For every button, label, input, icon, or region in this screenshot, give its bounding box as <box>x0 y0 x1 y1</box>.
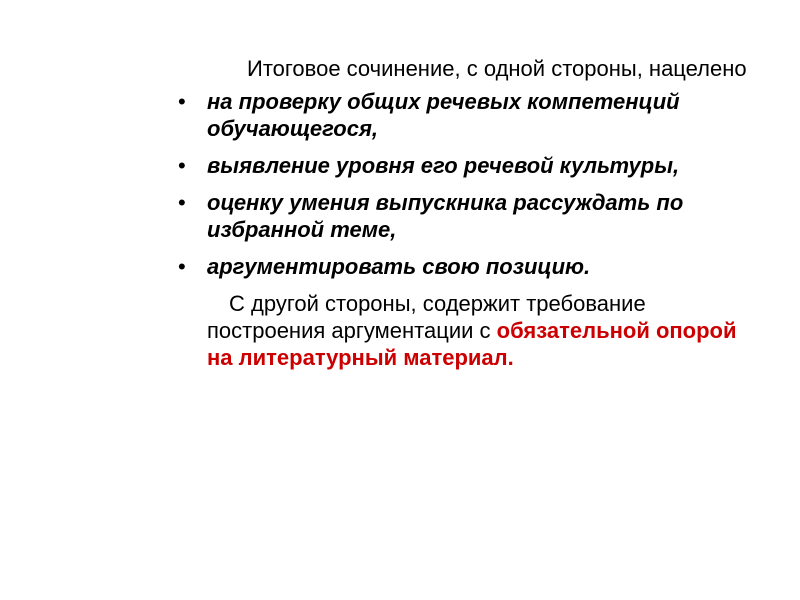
outro-text: С другой стороны, содержит требование построения аргументации с <box>207 291 646 343</box>
outro-emphasis-text: обязательной опорой на литературный материал. <box>207 318 737 370</box>
slide-content <box>176 55 766 371</box>
intro-text: Итоговое сочинение, с одной стороны, нацелено <box>247 56 747 81</box>
bullet-icon: • <box>178 89 186 114</box>
list-item <box>176 88 766 142</box>
bullet-icon: • <box>178 254 186 279</box>
intro-paragraph <box>176 55 766 82</box>
list-item-text: аргументировать свою позицию. <box>207 254 591 279</box>
outro-paragraph <box>176 290 766 371</box>
list-item <box>176 152 766 179</box>
list-item <box>176 189 766 243</box>
bullet-icon: • <box>178 190 186 215</box>
list-item-text: оценку умения выпускника рассуждать по избранной теме, <box>207 190 684 242</box>
list-item-text: выявление уровня его речевой культуры, <box>207 153 680 178</box>
bullet-list <box>176 88 766 280</box>
bullet-icon: • <box>178 153 186 178</box>
list-item-text: на проверку общих речевых компетенций обучающегося, <box>207 89 680 141</box>
list-item <box>176 253 766 280</box>
